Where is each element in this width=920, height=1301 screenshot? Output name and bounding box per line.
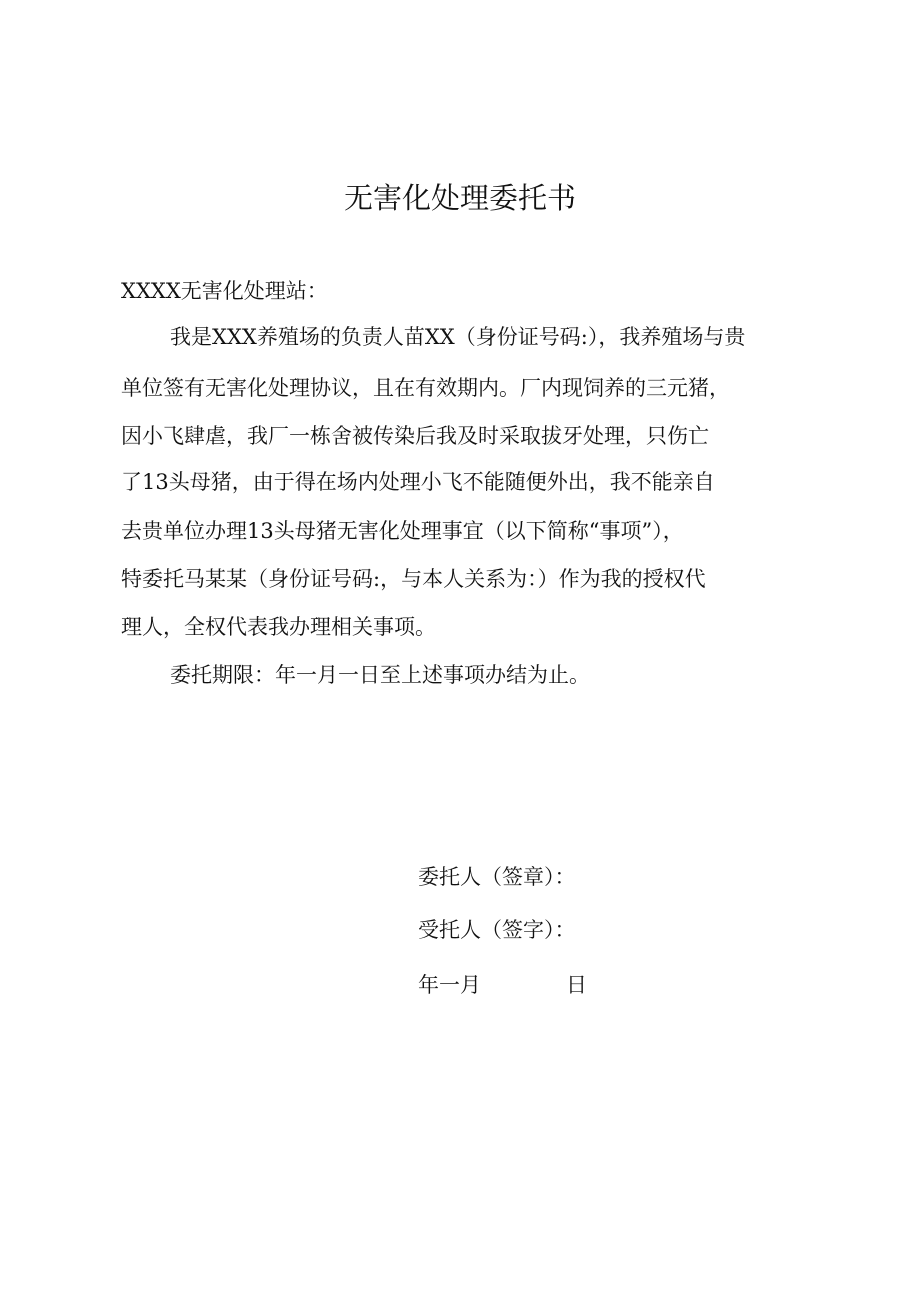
body-line-4: 了13头母猪，由于得在场内处理小飞不能随便外出，我不能亲自	[121, 470, 715, 494]
addressee-line: XXXX无害化处理站：	[121, 279, 328, 303]
principal-signature-label: 委托人（签章）：	[418, 865, 576, 889]
agent-signature-label: 受托人（签字）：	[418, 918, 576, 942]
signature-date-year-month: 年一月	[418, 973, 481, 997]
body-line-6: 特委托马某某（身份证号码:，与本人关系为：）作为我的授权代	[121, 567, 706, 591]
body-line-3: 因小飞肆虐，我厂一栋舍被传染后我及时采取拔牙处理，只伤亡	[121, 424, 709, 448]
body-line-2: 单位签有无害化处理协议，且在有效期内。厂内现饲养的三元猪，	[121, 376, 730, 400]
document-title: 无害化处理委托书	[343, 181, 576, 215]
body-line-1: 我是XXX养殖场的负责人苗XX（身份证号码:），我养殖场与贵	[170, 325, 746, 349]
signature-date-day: 日	[566, 973, 587, 997]
body-line-7: 理人，全权代表我办理相关事项。	[121, 615, 436, 639]
term-line: 委托期限：年一月一日至上述事项办结为止。	[170, 663, 590, 687]
body-line-5: 去贵单位办理13头母猪无害化处理事宜（以下简称“事项”），	[121, 519, 684, 543]
